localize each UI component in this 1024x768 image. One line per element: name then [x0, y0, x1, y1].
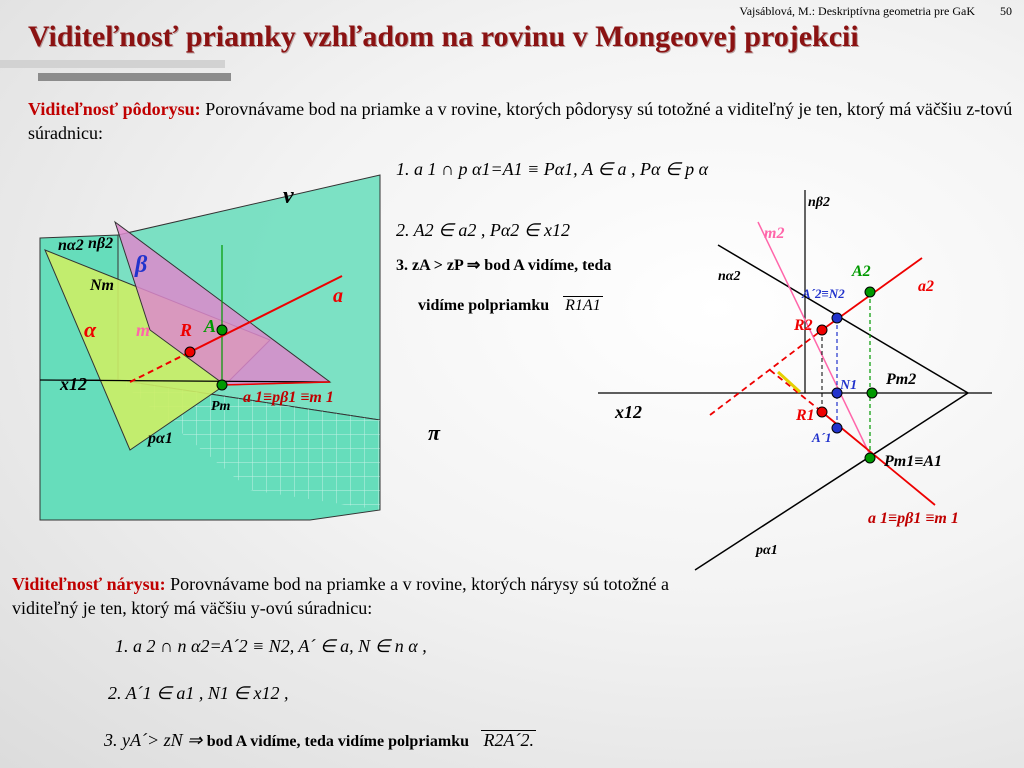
- point-pm1: [865, 453, 875, 463]
- label-nu: ν: [283, 183, 294, 209]
- label-pm2: Pm2: [886, 371, 917, 388]
- line-a1-hidden: [770, 370, 822, 412]
- label-x12-left: x12: [60, 374, 87, 394]
- label-m: m: [136, 320, 151, 340]
- label-pi: π: [428, 420, 441, 445]
- label-p-alpha-1-right: pα1: [756, 543, 778, 558]
- label-n-beta-2-right: nβ2: [808, 195, 830, 210]
- label-pm1-a1: Pm1≡A1: [884, 453, 943, 470]
- label-n-beta-2: nβ2: [88, 235, 114, 252]
- front-step-3-text: bod A vidíme, teda vidíme polpriamku: [206, 733, 469, 750]
- label-point-a: A: [204, 316, 217, 336]
- label-a-prime-2-n2: A´2≡N2: [802, 286, 845, 301]
- slide-title: Viditeľnosť priamky vzhľadom na rovinu v Mongeovej projekcii: [28, 20, 859, 53]
- floor-step-3-text: vidíme polpriamku: [418, 297, 550, 314]
- point-pm2: [867, 388, 877, 398]
- label-beta: β: [135, 252, 148, 278]
- label-r2: R2: [794, 317, 813, 334]
- front-visibility-heading: Viditeľnosť nárysu:: [12, 574, 166, 594]
- page-number: 50: [1000, 4, 1012, 18]
- helper-yellow: [778, 372, 800, 392]
- floor-step-1: 1. a 1 ∩ p α1=A1 ≡ Pα1, A ∈ a , Pα ∈ p α: [396, 159, 709, 179]
- label-alpha: α: [84, 317, 97, 342]
- point-r2: [817, 325, 827, 335]
- front-visibility-text: Porovnávame bod na priamke a v rovine, ktorých nárysy sú totožné a viditeľný je ten, ktorý má väčšiu y-ovú súradnicu:: [12, 574, 670, 618]
- floor-step-2: 2. A2 ∈ a2 , Pα2 ∈ x12: [396, 220, 570, 240]
- label-a-prime-1: A´1: [812, 430, 832, 445]
- vector-r1a1: R1A1: [565, 297, 601, 314]
- front-step-2: 2. A´1 ∈ a1 , N1 ∈ x12 ,: [108, 683, 289, 703]
- label-r1: R1: [796, 407, 815, 424]
- label-m2: m2: [764, 225, 785, 242]
- label-pm-left: Pm: [211, 399, 231, 414]
- author-reference: Vajsáblová, M.: Deskriptívna geometria pre GaK: [739, 4, 975, 18]
- label-n-alpha-2: nα2: [58, 237, 84, 254]
- label-a2-point: A2: [852, 263, 871, 280]
- line-n-alpha-2: [718, 245, 968, 393]
- label-x12-right: x12: [615, 402, 642, 422]
- floor-visibility-text: Porovnávame bod na priamke a v rovine, ktorých pôdorysy sú totožné a viditeľný je ten, ktorý má väčšiu z-tovú súradnicu:: [28, 99, 1013, 143]
- label-n-m: Nm: [90, 277, 114, 294]
- front-step-3-formula: 3. yA´> zN ⇒: [104, 730, 203, 750]
- label-a2-line: a2: [918, 278, 934, 295]
- point-r1: [817, 407, 827, 417]
- point-a2: [865, 287, 875, 297]
- label-a: a: [333, 285, 343, 307]
- label-p-alpha-1-left: pα1: [148, 430, 173, 447]
- vector-r2a2: R2A´2.: [483, 730, 534, 750]
- label-a1-left: a 1≡pβ1 ≡m 1: [243, 389, 334, 406]
- label-r: R: [180, 320, 193, 340]
- label-a1-right: a 1≡pβ1 ≡m 1: [868, 510, 959, 527]
- label-n-alpha-2-right: nα2: [718, 269, 741, 284]
- point-a-prime-2: [832, 313, 842, 323]
- point-a-prime-1: [832, 423, 842, 433]
- floor-step-3-line1: 3. zA > zP ⇒ bod A vidíme, teda: [396, 257, 612, 274]
- front-step-1: 1. a 2 ∩ n α2=A´2 ≡ N2, A´ ∈ a, N ∈ n α ,: [115, 636, 427, 656]
- label-n1: N1: [840, 378, 858, 393]
- floor-visibility-heading: Viditeľnosť pôdorysu:: [28, 99, 201, 119]
